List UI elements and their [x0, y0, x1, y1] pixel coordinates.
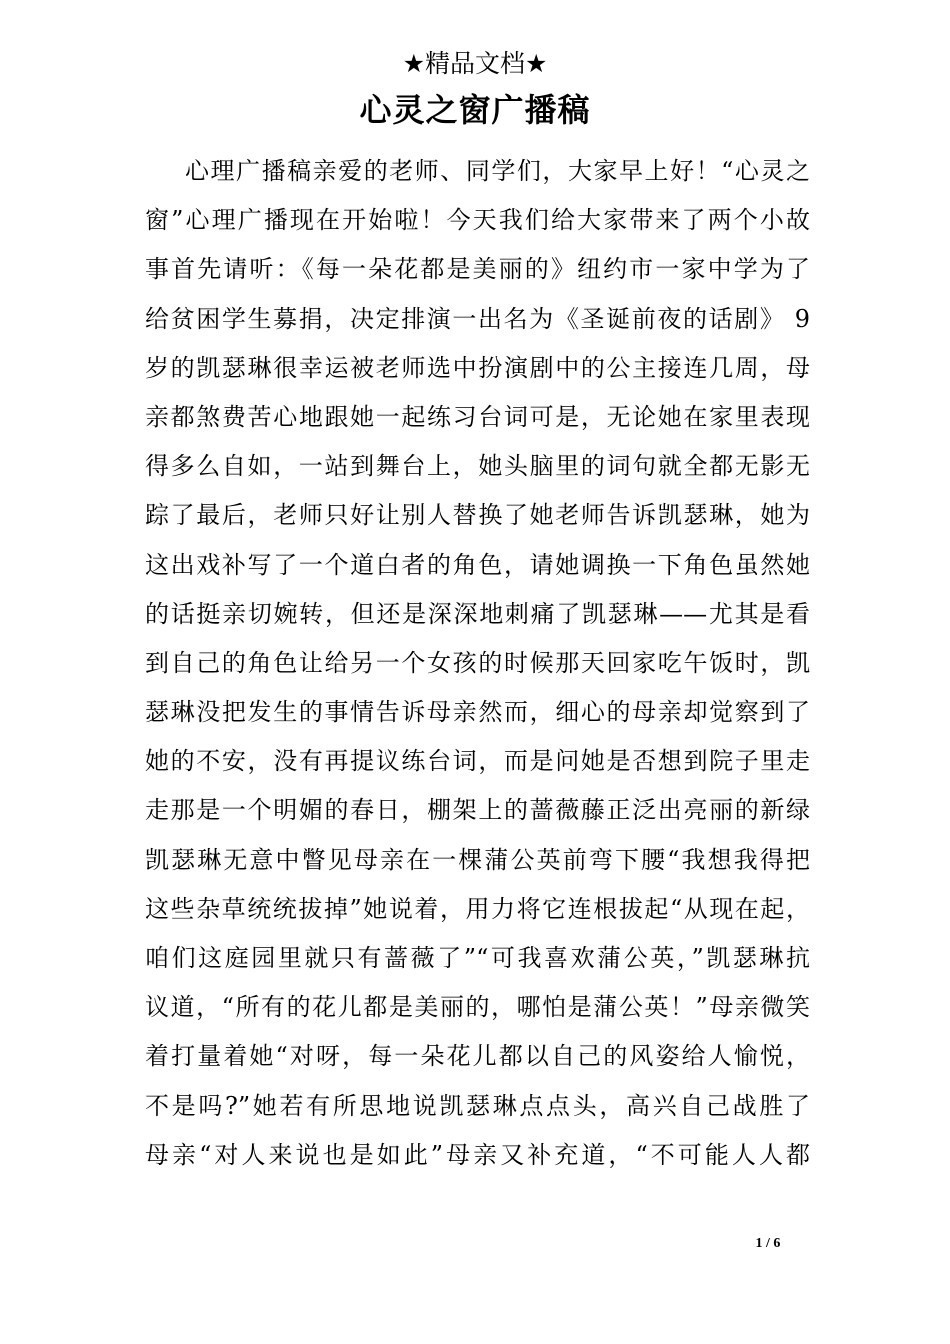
body-line: 凯瑟琳无意中瞥见母亲在一棵蒲公英前弯下腰“我想我得把 [145, 845, 810, 874]
body-line: 她的不安，没有再提议练台词，而是问她是否想到院子里走 [145, 747, 810, 776]
body-line: 的话挺亲切婉转，但还是深深地刺痛了凯瑟琳——尤其是看 [145, 599, 810, 628]
body-line: 到自己的角色让给另一个女孩的时候那天回家吃午饭时，凯 [145, 648, 810, 677]
body-line: 这出戏补写了一个道白者的角色，请她调换一下角色虽然她 [145, 550, 810, 579]
body-line: 给贫困学生募捐，决定排演一出名为《圣诞前夜的话剧》 9 [145, 304, 810, 333]
body-line: 踪了最后，老师只好让别人替换了她老师告诉凯瑟琳，她为 [145, 501, 810, 530]
body-line: 窗”心理广播现在开始啦！今天我们给大家带来了两个小故 [145, 206, 810, 235]
body-line: 事首先请听：《每一朵花都是美丽的》纽约市一家中学为了 [145, 255, 810, 284]
header-mark: ★精品文档★ [402, 49, 548, 78]
body-line: 咱们这庭园里就只有蔷薇了”“可我喜欢蒲公英，”凯瑟琳抗 [145, 944, 810, 972]
page-number: 1 / 6 [755, 1236, 781, 1251]
body-line: 得多么自如，一站到舞台上，她头脑里的词句就全都无影无 [145, 452, 810, 481]
body-line: 着打量着她“对呀，每一朵花儿都以自己的风姿给人愉悦， [145, 1042, 810, 1071]
body-line: 瑟琳没把发生的事情告诉母亲然而，细心的母亲却觉察到了 [145, 698, 810, 727]
body-line: 走那是一个明媚的春日，棚架上的蔷薇藤正泛出亮丽的新绿 [145, 796, 810, 825]
body-line: 亲都煞费苦心地跟她一起练习台词可是，无论她在家里表现 [145, 402, 810, 431]
body-line: 不是吗?”她若有所思地说凯瑟琳点点头，高兴自己战胜了 [145, 1091, 810, 1120]
body-line: 议道，“所有的花儿都是美丽的，哪怕是蒲公英！”母亲微笑 [145, 993, 810, 1022]
body-line: 岁的凯瑟琳很幸运被老师选中扮演剧中的公主接连几周，母 [145, 353, 810, 382]
body-line: 母亲“对人来说也是如此”母亲又补充道，“不可能人人都 [145, 1140, 810, 1169]
body-line: 这些杂草统统拔掉”她说着，用力将它连根拔起“从现在起， [145, 894, 810, 923]
document-title: 心灵之窗广播稿 [359, 91, 591, 129]
document-body [145, 147, 810, 1180]
body-line: 心理广播稿亲爱的老师、同学们，大家早上好！“心灵之 [185, 157, 810, 185]
